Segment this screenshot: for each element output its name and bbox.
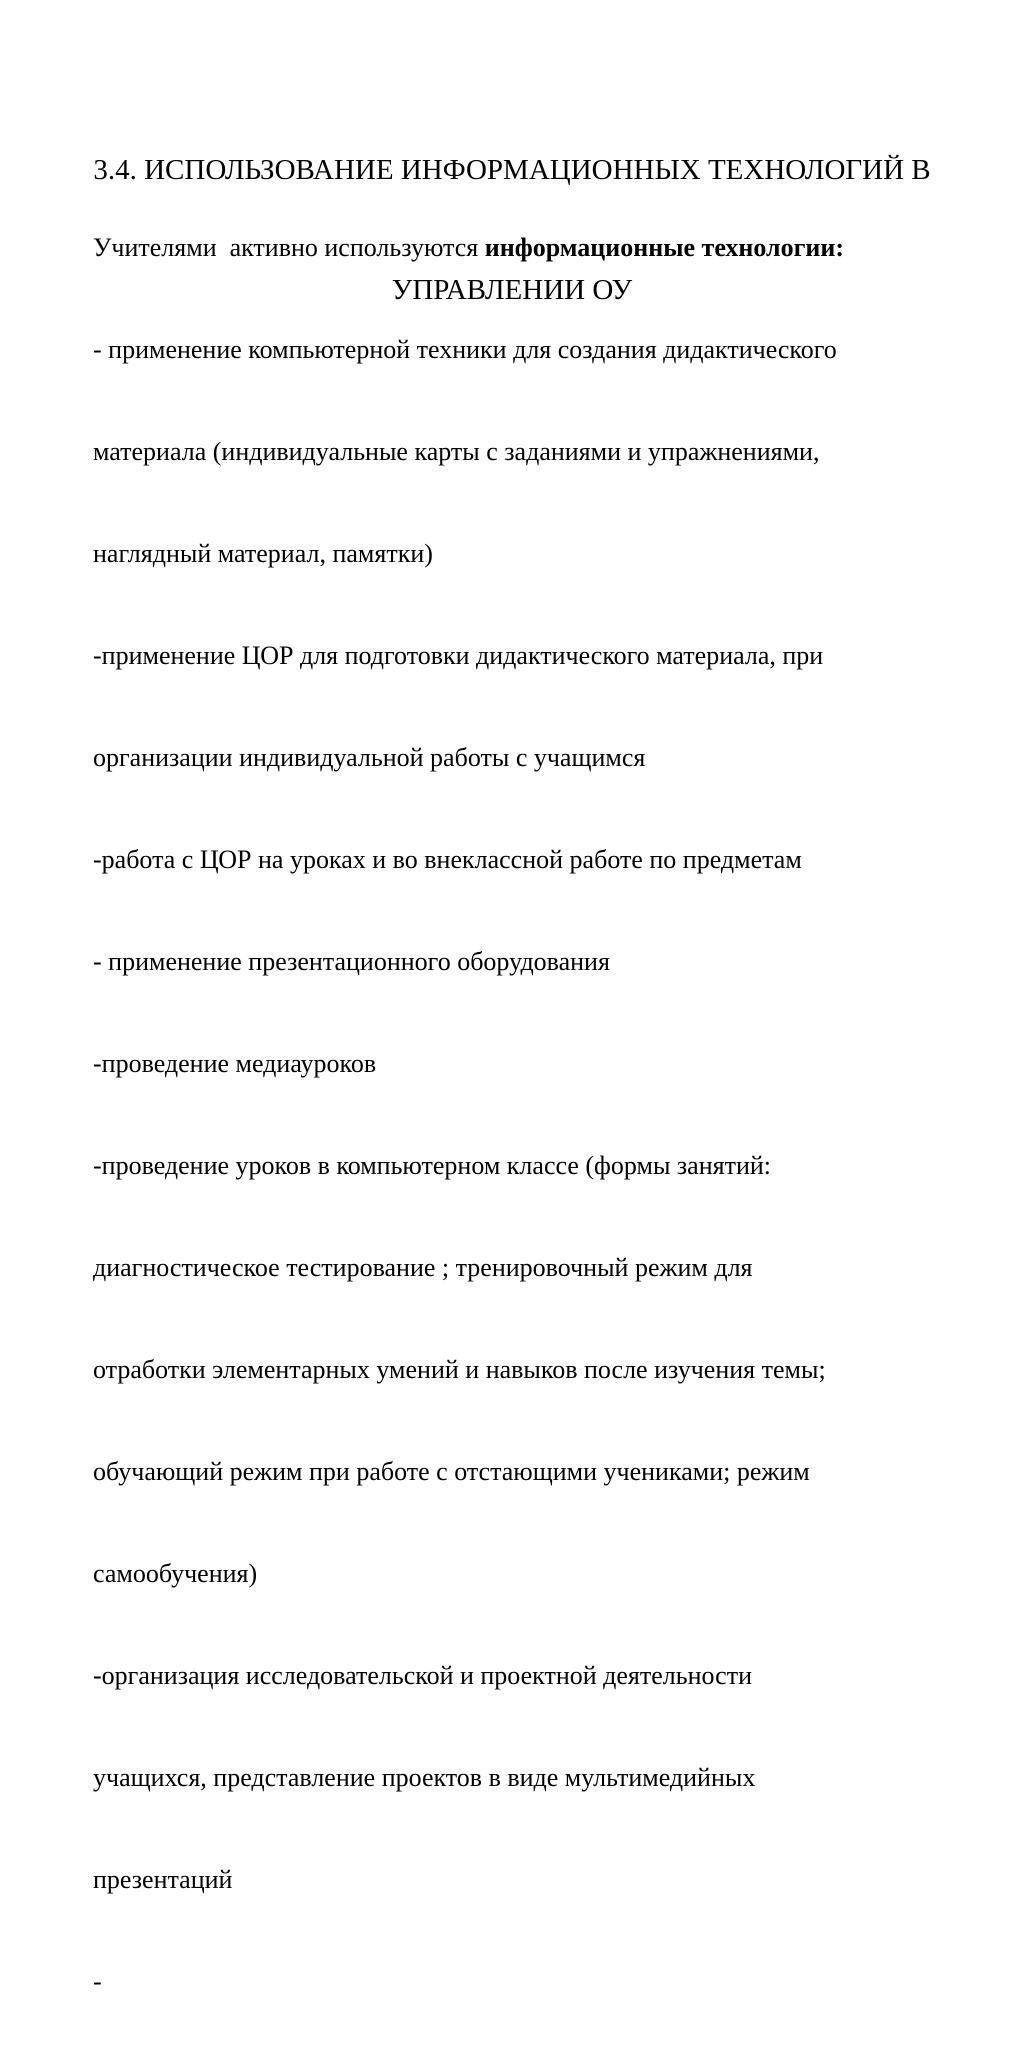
body-line: обучающий режим при работе с отстающими учениками; режим [93, 1457, 810, 1486]
intro-line [93, 231, 993, 265]
body-line: диагностическое тестирование ; тренировочный режим для [93, 1253, 753, 1282]
body-line: отработки элементарных умений и навыков после изучения темы; [93, 1355, 826, 1384]
body-line: - [93, 1967, 102, 1996]
intro-regular-text: Учителями активно используются [93, 233, 485, 262]
body-line: презентаций [93, 1865, 233, 1894]
body-line: материала (индивидуальные карты с заданиями и упражнениями, [93, 437, 820, 466]
intro-bold-text: информационные технологии: [484, 233, 845, 262]
body-line: наглядный материал, памятки) [93, 539, 433, 568]
body-line: организации индивидуальной работы с учащимся [93, 743, 646, 772]
body-line: - применение компьютерной техники для создания дидактического [93, 335, 837, 364]
body-line: -проведение уроков в компьютерном классе (формы занятий: [93, 1151, 772, 1180]
body-line: -применение ЦОР для подготовки дидактического материала, при [93, 641, 824, 670]
title-line: УПРАВЛЕНИИ ОУ [391, 274, 633, 306]
body-text [93, 163, 993, 2067]
body-line: -проведение медиауроков [93, 1049, 377, 1078]
body-line: учащихся, представление проектов в виде мультимедийных [93, 1763, 756, 1792]
title-line: 3.4. ИСПОЛЬЗОВАНИЕ ИНФОРМАЦИОННЫХ ТЕХНОЛОГИЙ В [93, 154, 931, 186]
body-line: - применение презентационного оборудования [93, 947, 610, 976]
body-line: -организация исследовательской и проектной деятельности [93, 1661, 752, 1690]
body-line: -работа с ЦОР на уроках и во внеклассной работе по предметам [93, 845, 802, 874]
body-line: самообучения) [93, 1559, 258, 1588]
